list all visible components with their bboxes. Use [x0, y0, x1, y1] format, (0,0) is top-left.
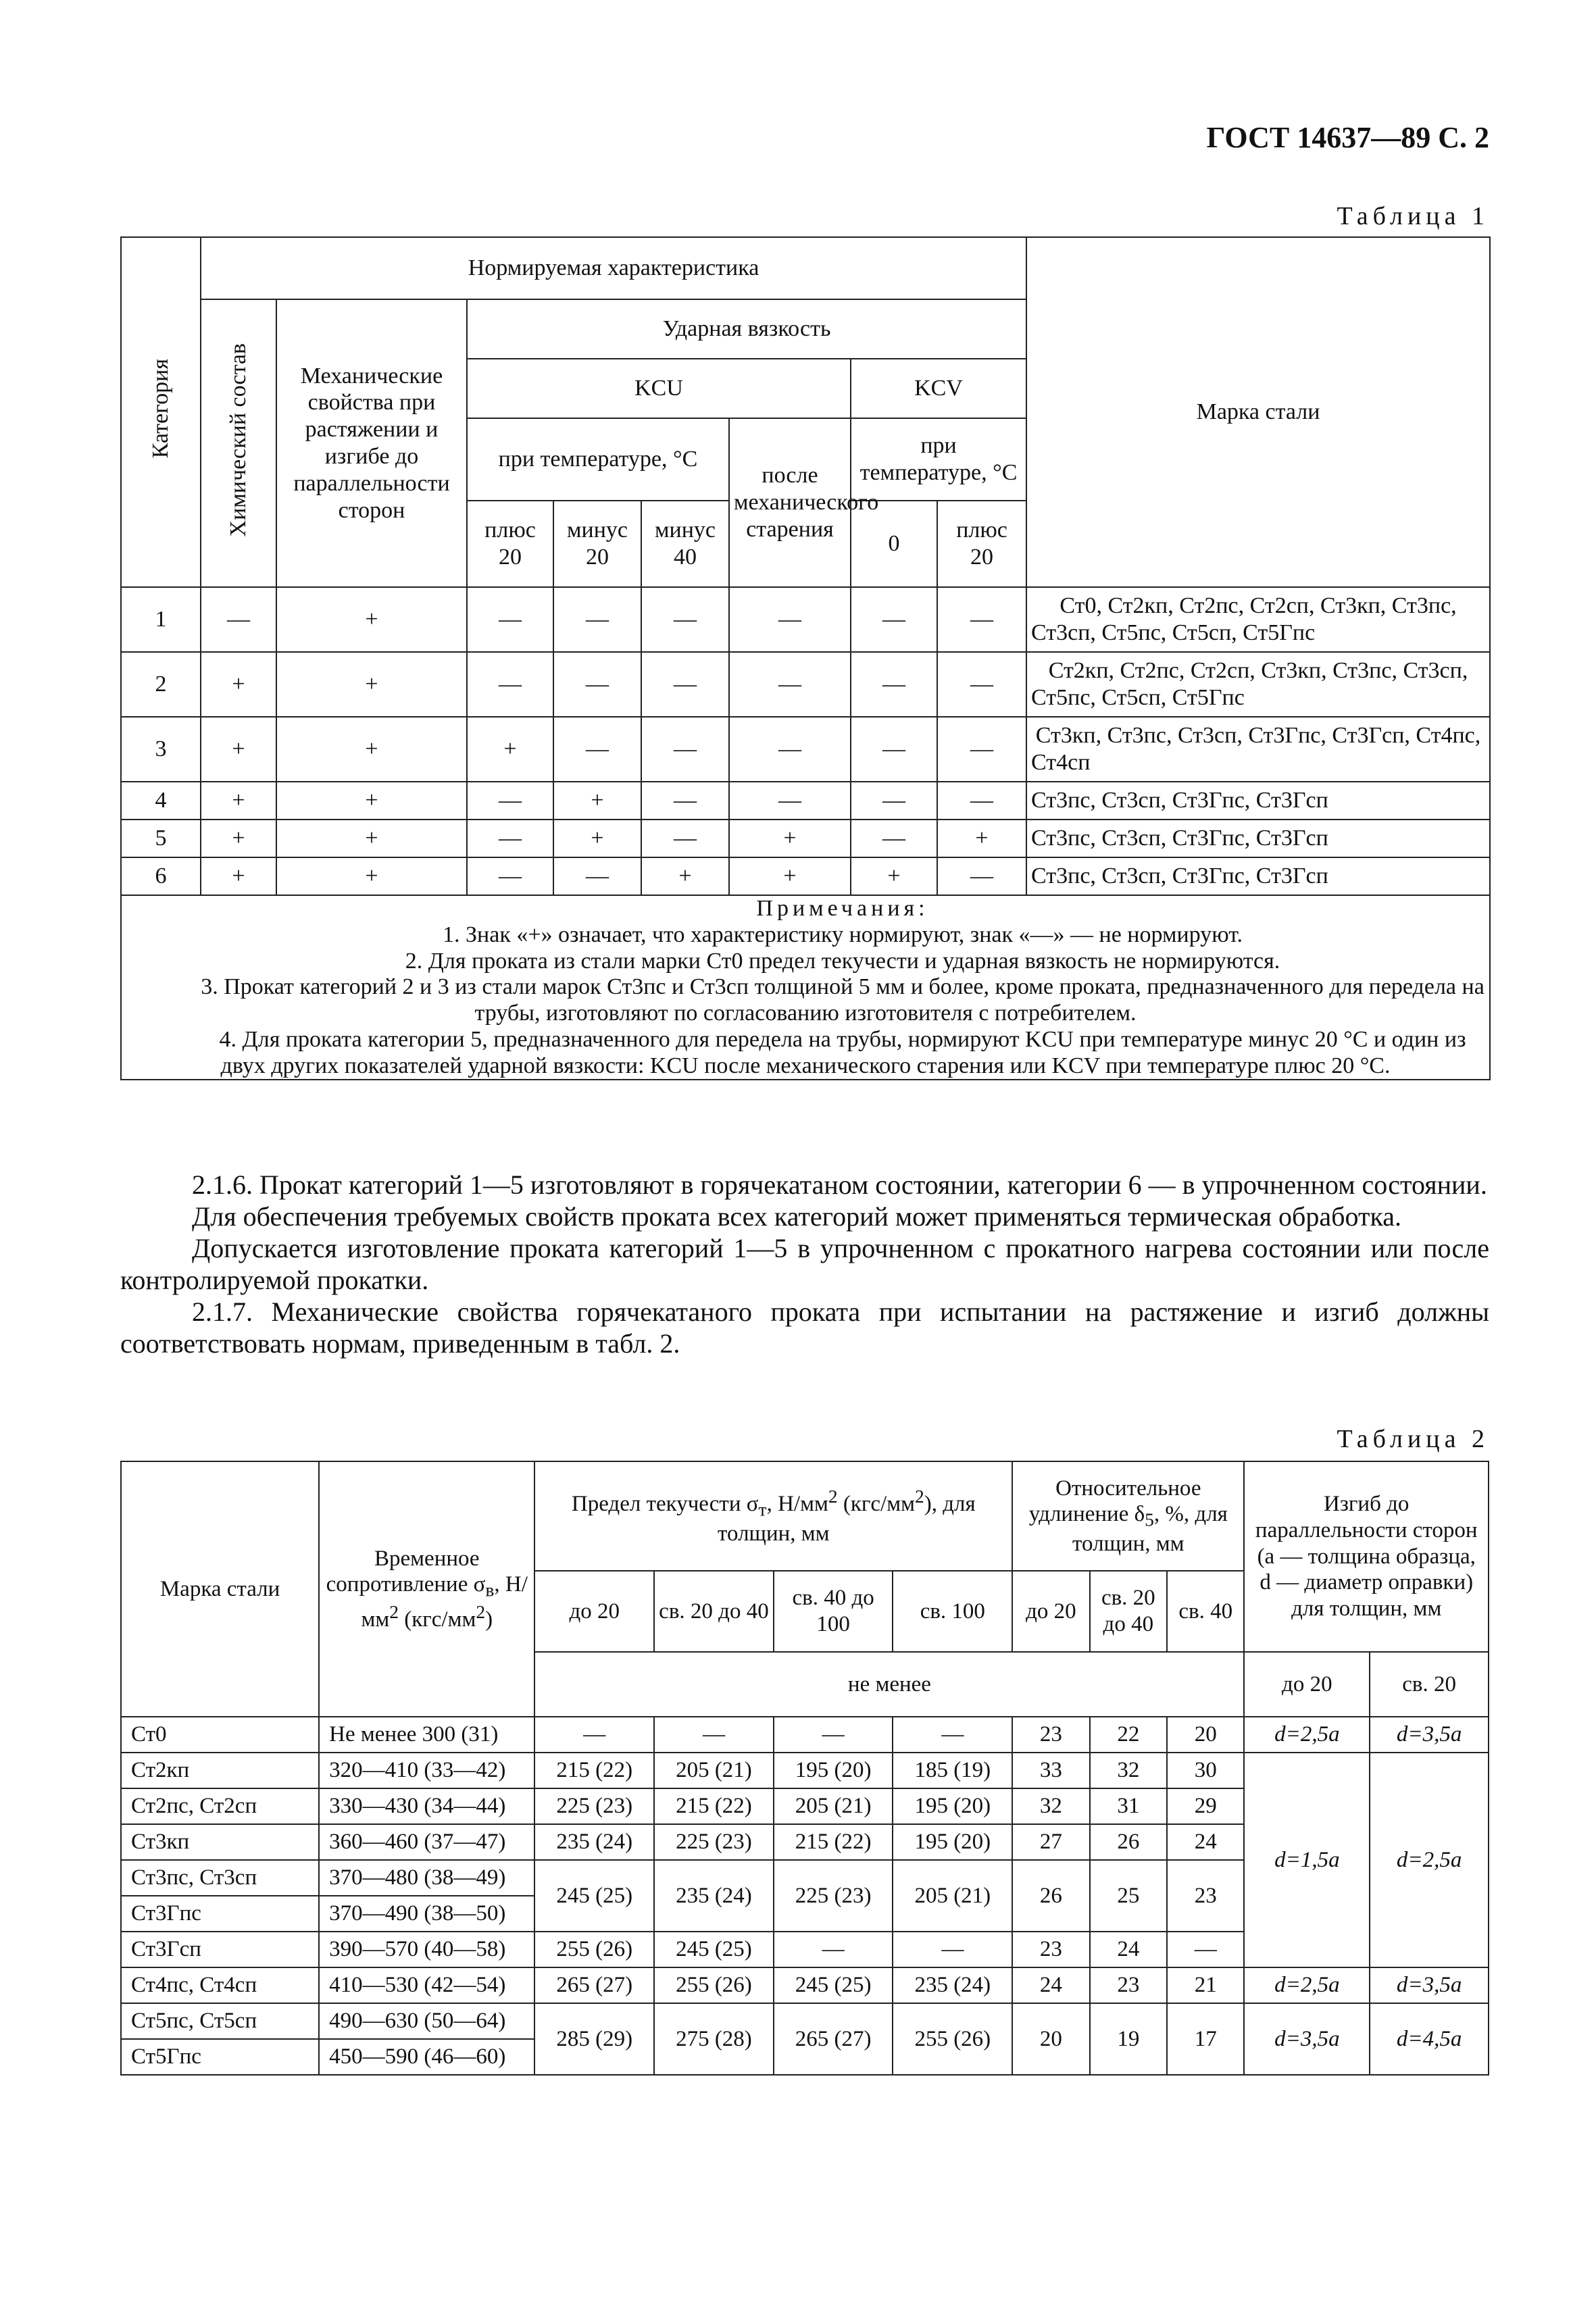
t2-cell-tensile: 410—530 (42—54)	[319, 1967, 534, 2003]
t1-cell: —	[851, 820, 937, 857]
t1-header-after-aging: после механического старения	[729, 418, 851, 587]
t2-cell: 24	[1090, 1932, 1167, 1967]
t2-header-bend: Изгиб до параллельности сторон (a — толщина образца, d — диаметр оправки) для толщин, мм	[1244, 1461, 1489, 1652]
t2-header-not-less: не менее	[534, 1652, 1244, 1717]
t1-note: 2. Для проката из стали марки Ст0 предел текучести и ударная вязкость не нормируются.	[405, 948, 1280, 974]
t2-cell: 205 (21)	[774, 1788, 893, 1824]
table2-caption: Таблица 2	[1337, 1425, 1489, 1453]
t2-cell-tensile: 490—630 (50—64)	[319, 2003, 534, 2039]
t2-cell: —	[774, 1932, 893, 1967]
t1-cell: +	[641, 857, 729, 895]
t2-header-b-sv20: св. 20	[1370, 1652, 1489, 1717]
t2-cell-grade: Ст3Гсп	[121, 1932, 319, 1967]
t1-cell: —	[641, 652, 729, 717]
paragraph-2-1-6: 2.1.6. Прокат категорий 1—5 изготовляют в горячекатаном состоянии, категории 6 — в упрочненном состоянии.	[192, 1169, 1487, 1200]
t2-header-e-sv40: св. 40	[1167, 1571, 1244, 1652]
t2-cell: 195 (20)	[893, 1824, 1012, 1860]
t2-cell: —	[893, 1717, 1012, 1753]
t2-cell: 24	[1167, 1824, 1244, 1860]
t1-cell-category: 5	[121, 820, 201, 857]
table2	[120, 1461, 1489, 2076]
table-row	[121, 1967, 1489, 2003]
table-row	[121, 820, 1490, 857]
t2-cell: 19	[1090, 2003, 1167, 2075]
t2-cell-tensile: 320—410 (33—42)	[319, 1753, 534, 1788]
t2-cell: 22	[1090, 1717, 1167, 1753]
paragraph-2-1-7: 2.1.7. Механические свойства горячекатаного проката при испытании на растяжение и изгиб должны соответствовать нормам, приведенным в табл. 2.	[120, 1297, 1489, 1359]
table-row	[121, 1753, 1489, 1788]
t1-header-normalized: Нормируемая характеристика	[201, 237, 1026, 299]
t1-cell: +	[276, 717, 467, 782]
t1-note: 3. Прокат категорий 2 и 3 из стали марок Ст3пс и Ст3сп толщиной 5 мм и более, кроме проката, предназначенного для передела на трубы, изготовляют по согласованию изготовителя с потребителем.	[201, 974, 1485, 1026]
t2-cell-tensile: 330—430 (34—44)	[319, 1788, 534, 1824]
t1-header-kcv-plus20: плюс 20	[937, 501, 1026, 587]
t2-cell: 195 (20)	[893, 1788, 1012, 1824]
t2-cell: 23	[1090, 1967, 1167, 2003]
t1-cell: +	[467, 717, 553, 782]
table-row	[121, 587, 1490, 652]
t1-cell: —	[553, 587, 641, 652]
t2-header-b-do20: до 20	[1244, 1652, 1370, 1717]
t2-header-tensile: Временное сопротивление $\sigma_в$, $Н/мм^2$ $(кгс/мм^2)$	[319, 1461, 534, 1717]
t1-cell: +	[937, 820, 1026, 857]
t2-cell-bend: d=3,5a	[1370, 1717, 1489, 1753]
t2-header-e-do20: до 20	[1012, 1571, 1089, 1652]
t2-cell-bend: d=1,5a	[1244, 1753, 1370, 1967]
t2-cell: 23	[1167, 1860, 1244, 1932]
table-row	[121, 1717, 1489, 1753]
t1-cell: +	[201, 717, 276, 782]
table-row	[121, 717, 1490, 782]
t1-cell: —	[641, 587, 729, 652]
t2-header-y-sv40-100: св. 40 до 100	[774, 1571, 893, 1652]
t2-cell: 225 (23)	[534, 1788, 654, 1824]
t1-cell: —	[201, 587, 276, 652]
t2-header-y-sv100: св. 100	[893, 1571, 1012, 1652]
t1-cell: —	[729, 652, 851, 717]
t2-cell: 32	[1090, 1753, 1167, 1788]
t2-cell: 20	[1012, 2003, 1089, 2075]
t1-header-at-temp-kcv: при температуре, °С	[851, 418, 1026, 501]
t2-cell: 24	[1012, 1967, 1089, 2003]
t2-cell: 33	[1012, 1753, 1089, 1788]
t2-cell-tensile: 370—480 (38—49)	[319, 1860, 534, 1896]
t2-header-grade: Марка стали	[121, 1461, 319, 1717]
t1-cell: —	[553, 857, 641, 895]
t2-cell: —	[534, 1717, 654, 1753]
t2-cell: 26	[1090, 1824, 1167, 1860]
t2-cell: 31	[1090, 1788, 1167, 1824]
t1-cell: —	[937, 652, 1026, 717]
t1-cell-grades: Ст3пс, Ст3сп, Ст3Гпс, Ст3Гсп	[1026, 782, 1490, 820]
t2-cell: 23	[1012, 1717, 1089, 1753]
t2-cell-bend: d=3,5a	[1244, 2003, 1370, 2075]
t1-cell: —	[851, 782, 937, 820]
t1-cell: —	[729, 782, 851, 820]
t2-cell-bend: d=2,5a	[1370, 1753, 1489, 1967]
t1-cell: —	[467, 587, 553, 652]
table-row	[121, 652, 1490, 717]
t1-cell-grades: Ст3пс, Ст3сп, Ст3Гпс, Ст3Гсп	[1026, 857, 1490, 895]
t2-cell: 27	[1012, 1824, 1089, 1860]
page-header: ГОСТ 14637—89 С. 2	[1206, 121, 1489, 154]
t2-cell: 245 (25)	[774, 1967, 893, 2003]
t2-cell: 32	[1012, 1788, 1089, 1824]
t1-cell: —	[467, 857, 553, 895]
t1-cell: —	[467, 782, 553, 820]
t1-notes-title: Примечания:	[756, 896, 929, 921]
t2-cell: —	[1167, 1932, 1244, 1967]
t2-cell-grade: Ст0	[121, 1717, 319, 1753]
t2-cell-tensile: 360—460 (37—47)	[319, 1824, 534, 1860]
t2-cell-bend: d=3,5a	[1370, 1967, 1489, 2003]
t1-header-mech: Механические свойства при растяжении и изгибе до параллельности сторон	[276, 299, 467, 587]
t1-cell: —	[937, 587, 1026, 652]
t1-cell: +	[201, 782, 276, 820]
t2-cell: 205 (21)	[654, 1753, 774, 1788]
t2-cell-grade: Ст3пс, Ст3сп	[121, 1860, 319, 1896]
table-row	[121, 2003, 1489, 2039]
t2-cell-tensile: Не менее 300 (31)	[319, 1717, 534, 1753]
t2-header-y-sv20-40: св. 20 до 40	[654, 1571, 774, 1652]
t1-cell: —	[851, 587, 937, 652]
t2-cell: 185 (19)	[893, 1753, 1012, 1788]
t2-cell: 285 (29)	[534, 2003, 654, 2075]
t2-cell: 235 (24)	[893, 1967, 1012, 2003]
t2-cell-tensile: 450—590 (46—60)	[319, 2039, 534, 2075]
t1-cell: +	[729, 820, 851, 857]
t1-header-impact: Ударная вязкость	[467, 299, 1026, 359]
t1-cell: —	[467, 652, 553, 717]
t1-cell-grades: Ст3пс, Ст3сп, Ст3Гпс, Ст3Гсп	[1026, 820, 1490, 857]
t1-cell-grades: Ст2кп, Ст2пс, Ст2сп, Ст3кп, Ст3пс, Ст3сп, Ст5пс, Ст5сп, Ст5Гпс	[1026, 652, 1490, 717]
t2-header-yield: Предел текучести $\sigma_т$, $Н/мм^2$ $(кгс/мм^2)$, для толщин, мм	[534, 1461, 1012, 1571]
t2-header-y-do20: до 20	[534, 1571, 654, 1652]
t2-cell: 255 (26)	[534, 1932, 654, 1967]
table1	[120, 236, 1491, 1080]
table1-caption: Таблица 1	[1337, 202, 1489, 230]
paragraph-heat-treatment: Для обеспечения требуемых свойств проката всех категорий может применяться термическая обработка.	[192, 1201, 1402, 1232]
t1-cell-category: 4	[121, 782, 201, 820]
t1-cell-category: 1	[121, 587, 201, 652]
t1-cell: +	[276, 587, 467, 652]
t2-cell: 245 (25)	[654, 1932, 774, 1967]
t1-cell: +	[553, 820, 641, 857]
t2-cell-grade: Ст3Гпс	[121, 1896, 319, 1932]
t2-header-elongation: Относительное удлинение $\delta_5$, %, для толщин, мм	[1012, 1461, 1244, 1571]
t2-cell-grade: Ст4пс, Ст4сп	[121, 1967, 319, 2003]
t2-cell: 23	[1012, 1932, 1089, 1967]
t1-cell: +	[729, 857, 851, 895]
t1-cell-category: 3	[121, 717, 201, 782]
t1-cell: —	[553, 717, 641, 782]
t2-cell-bend: d=4,5a	[1370, 2003, 1489, 2075]
t1-cell: +	[201, 820, 276, 857]
t1-note: 1. Знак «+» означает, что характеристику нормируют, знак «—» — не нормируют.	[443, 922, 1243, 947]
t2-header-e-sv20-40: св. 20 до 40	[1090, 1571, 1167, 1652]
t1-header-plus20: плюс 20	[467, 501, 553, 587]
t1-header-minus20: минус 20	[553, 501, 641, 587]
t1-header-zero: 0	[851, 501, 937, 587]
t2-cell: —	[654, 1717, 774, 1753]
t2-cell: 255 (26)	[654, 1967, 774, 2003]
t2-cell-tensile: 390—570 (40—58)	[319, 1932, 534, 1967]
t1-cell-category: 6	[121, 857, 201, 895]
t1-header-chem: Химический состав	[201, 299, 276, 587]
t1-cell: +	[201, 857, 276, 895]
t1-header-at-temp: при температуре, °С	[467, 418, 729, 501]
t2-cell: 26	[1012, 1860, 1089, 1932]
t2-cell: 30	[1167, 1753, 1244, 1788]
t2-cell: 215 (22)	[774, 1824, 893, 1860]
t1-cell: —	[729, 717, 851, 782]
t2-cell-grade: Ст5пс, Ст5сп	[121, 2003, 319, 2039]
t2-cell: 29	[1167, 1788, 1244, 1824]
t1-header-kcv: KCV	[851, 359, 1026, 418]
t1-cell: —	[641, 717, 729, 782]
t2-cell: —	[893, 1932, 1012, 1967]
t2-cell: 205 (21)	[893, 1860, 1012, 1932]
t2-cell: 20	[1167, 1717, 1244, 1753]
t2-cell: 215 (22)	[534, 1753, 654, 1788]
t1-cell: +	[276, 652, 467, 717]
t1-cell: +	[553, 782, 641, 820]
t2-cell: 225 (23)	[774, 1860, 893, 1932]
t1-cell: —	[937, 717, 1026, 782]
t1-header-grade: Марка стали	[1026, 237, 1490, 587]
table-row	[121, 857, 1490, 895]
t1-cell-grades: Ст0, Ст2кп, Ст2пс, Ст2сп, Ст3кп, Ст3пс, Ст3сп, Ст5пс, Ст5сп, Ст5Гпс	[1026, 587, 1490, 652]
t2-cell: 235 (24)	[654, 1860, 774, 1932]
t2-cell: 225 (23)	[654, 1824, 774, 1860]
t1-cell: —	[641, 782, 729, 820]
t1-cell: —	[937, 857, 1026, 895]
t2-cell: 265 (27)	[534, 1967, 654, 2003]
t1-cell: —	[467, 820, 553, 857]
t1-note: 4. Для проката категории 5, предназначенного для передела на трубы, нормируют KCU при температуре минус 20 °С и один из двух других показателей ударной вязкости: KCU после механического старения или KCV при температуре плюс 20 °С.	[219, 1026, 1466, 1078]
t2-cell: 235 (24)	[534, 1824, 654, 1860]
t1-cell-category: 2	[121, 652, 201, 717]
t2-cell: —	[774, 1717, 893, 1753]
t1-cell-grades: Ст3кп, Ст3пс, Ст3сп, Ст3Гпс, Ст3Гсп, Ст4пс, Ст4сп	[1026, 717, 1490, 782]
t1-cell: +	[201, 652, 276, 717]
t1-header-kcu: KCU	[467, 359, 851, 418]
t2-cell-bend: d=2,5a	[1244, 1717, 1370, 1753]
t2-cell-grade: Ст3кп	[121, 1824, 319, 1860]
t1-cell: +	[276, 820, 467, 857]
t2-cell: 21	[1167, 1967, 1244, 2003]
t1-cell: +	[276, 857, 467, 895]
t1-cell: —	[553, 652, 641, 717]
t1-cell: +	[276, 782, 467, 820]
t1-cell: —	[937, 782, 1026, 820]
t2-cell-tensile: 370—490 (38—50)	[319, 1896, 534, 1932]
t2-cell: 255 (26)	[893, 2003, 1012, 2075]
t2-cell: 265 (27)	[774, 2003, 893, 2075]
t2-cell: 245 (25)	[534, 1860, 654, 1932]
t1-cell: —	[851, 652, 937, 717]
paragraph-hardened: Допускается изготовление проката категорий 1—5 в упрочненном с прокатного нагрева состоянии или после контролируемой прокатки.	[120, 1233, 1489, 1295]
t2-cell-grade: Ст2пс, Ст2сп	[121, 1788, 319, 1824]
t2-cell: 275 (28)	[654, 2003, 774, 2075]
t1-cell: —	[851, 717, 937, 782]
t1-header-minus40: минус 40	[641, 501, 729, 587]
t2-cell: 215 (22)	[654, 1788, 774, 1824]
t2-cell-grade: Ст2кп	[121, 1753, 319, 1788]
t1-cell: +	[851, 857, 937, 895]
t1-cell: —	[729, 587, 851, 652]
t2-cell: 195 (20)	[774, 1753, 893, 1788]
t1-cell: —	[641, 820, 729, 857]
table-row	[121, 782, 1490, 820]
t2-cell: 25	[1090, 1860, 1167, 1932]
t2-cell-bend: d=2,5a	[1244, 1967, 1370, 2003]
body-text	[120, 1169, 1489, 1359]
t1-notes	[121, 895, 1490, 1080]
t2-cell: 17	[1167, 2003, 1244, 2075]
t1-header-category: Категория	[121, 237, 201, 587]
t2-cell-grade: Ст5Гпс	[121, 2039, 319, 2075]
